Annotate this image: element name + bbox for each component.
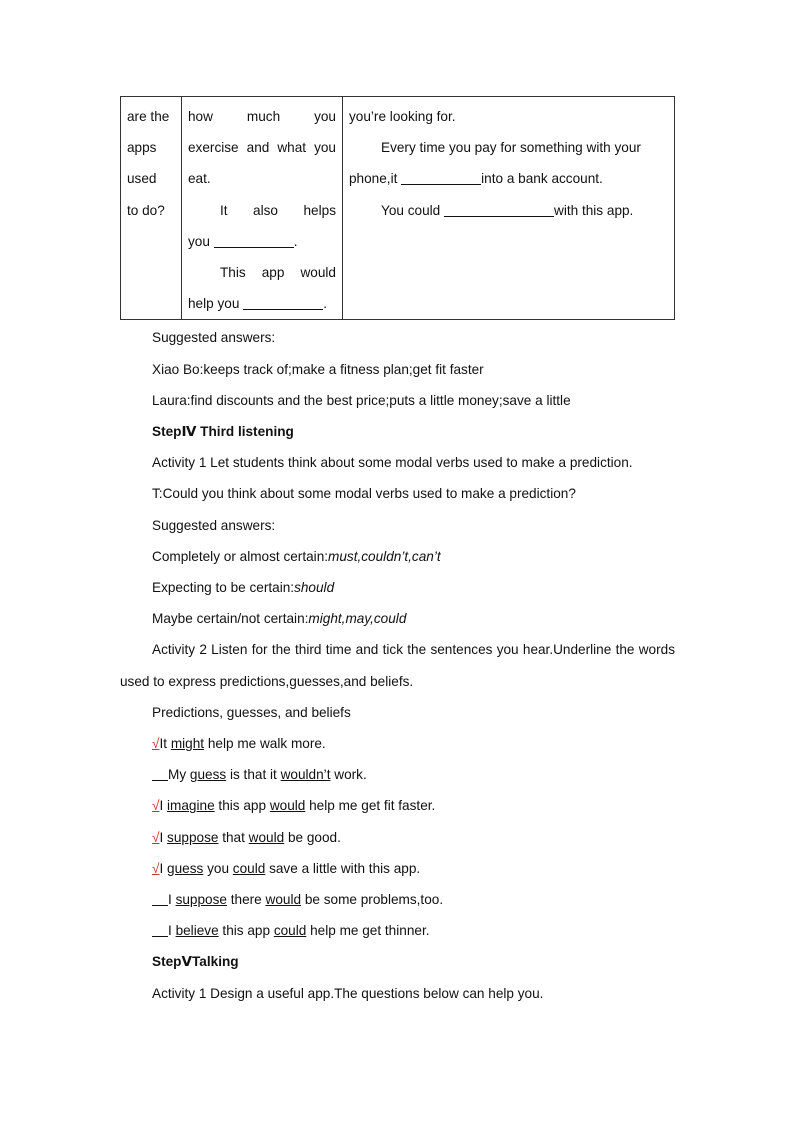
underlined-word: would — [265, 892, 302, 908]
check-mark-icon: √ — [152, 736, 160, 752]
cell-line: used — [127, 171, 157, 187]
sentence-item — [120, 822, 675, 853]
cell-line — [349, 195, 668, 226]
table-cell-laura — [343, 97, 675, 320]
step-prefix: Step — [152, 954, 182, 970]
expect-words: should — [294, 580, 335, 596]
table-cell-xiaobo — [182, 97, 343, 320]
empty-tick-blank — [152, 891, 168, 906]
sentence-text: that — [218, 829, 249, 845]
sentence-text: save a little with this app. — [265, 860, 421, 876]
maybe-line — [120, 603, 675, 634]
answer-blank — [401, 170, 481, 185]
cell-line: are the — [127, 109, 170, 124]
underlined-word: suppose — [175, 892, 227, 908]
table-cell-question — [121, 97, 182, 320]
maybe-words: might,may,could — [308, 611, 407, 627]
sentence-text: there — [226, 892, 266, 908]
cell-line — [349, 163, 668, 194]
document-body — [120, 322, 675, 1008]
underlined-word: could — [232, 860, 266, 876]
sentence-text: I — [159, 798, 168, 814]
underlined-word: guess — [189, 767, 227, 783]
step-numeral: Ⅳ — [181, 424, 197, 440]
underlined-word: believe — [175, 923, 219, 939]
sentence-item — [120, 790, 675, 821]
cell-line: how much you — [188, 109, 336, 124]
document-page — [120, 96, 675, 1009]
activity1-text: Activity 1 Let students think about some modal verbs used to make a prediction. — [152, 455, 633, 471]
step5-heading — [120, 946, 675, 977]
cell-line: eat. — [188, 171, 211, 187]
underlined-word: suppose — [167, 829, 219, 845]
sentence-text: help me walk more. — [204, 736, 326, 752]
teacher-question: T:Could you think about some modal verbs used to make a prediction? — [152, 486, 576, 502]
cell-line: It also helps — [220, 202, 336, 218]
sentence-text: work. — [330, 767, 367, 783]
underlined-word: might — [170, 736, 205, 752]
expect-line — [120, 572, 675, 603]
sentence-text: help me get fit faster. — [305, 798, 436, 814]
expect-label: Expecting to be certain: — [152, 580, 295, 596]
sentence-text: help me get thinner. — [306, 923, 430, 939]
step-numeral: Ⅴ — [181, 954, 192, 970]
suggested-label: Suggested answers: — [152, 517, 276, 533]
sentence-list — [120, 728, 675, 946]
pgb-heading: Predictions, guesses, and beliefs — [152, 704, 351, 720]
cell-text: You could — [381, 202, 441, 218]
cell-text: you — [188, 233, 210, 249]
laura-answer: Laura:find discounts and the best price;puts a little money;save a little — [152, 392, 571, 408]
answer-blank — [214, 233, 294, 248]
sentence-item — [120, 915, 675, 946]
empty-tick-blank — [152, 922, 168, 937]
step-title: Talking — [192, 954, 239, 970]
step-prefix: Step — [152, 424, 182, 440]
check-mark-icon: √ — [152, 829, 160, 845]
certain-words: must,couldn’t,can’t — [328, 548, 441, 564]
underlined-word: would — [248, 829, 285, 845]
cell-text: help you — [188, 296, 240, 312]
cell-line: exercise and what you — [188, 140, 336, 156]
cell-text: into a bank account. — [481, 171, 603, 187]
step4-heading — [120, 416, 675, 447]
sentence-text: I — [159, 860, 168, 876]
sentence-item — [120, 884, 675, 915]
cell-line: you . — [188, 233, 298, 249]
underlined-word: imagine — [167, 798, 215, 814]
sentence-text: be some problems,too. — [301, 892, 444, 908]
sentence-text: I — [159, 829, 168, 845]
underlined-word: wouldn’t — [280, 767, 331, 783]
sentence-item — [120, 728, 675, 759]
activity2-text: Activity 2 Listen for the third time and tick the sentences you hear.Underline the words used to express predictions,guesses,and beliefs. — [120, 642, 675, 689]
cell-line: Every time you pay for something with your — [381, 140, 641, 156]
check-mark-icon: √ — [152, 860, 160, 876]
empty-tick-blank — [152, 766, 168, 781]
suggested-label: Suggested answers: — [152, 330, 276, 346]
sentence-text: I — [168, 923, 176, 939]
cell-line: apps — [127, 140, 157, 156]
sentence-text: be good. — [284, 829, 341, 845]
answer-blank — [444, 202, 554, 217]
xiaobo-answer: Xiao Bo:keeps track of;make a fitness plan;get fit faster — [152, 361, 484, 377]
cell-text: with this app. — [554, 202, 634, 218]
maybe-label: Maybe certain/not certain: — [152, 611, 309, 627]
sentence-text: I — [168, 892, 176, 908]
sentence-text: It — [159, 736, 171, 752]
cell-line: to do? — [127, 202, 165, 218]
sentence-item — [120, 759, 675, 790]
answer-table — [120, 96, 675, 320]
answer-blank — [243, 295, 323, 310]
sentence-text: My — [168, 767, 190, 783]
underlined-word: could — [273, 923, 307, 939]
cell-line: This app would — [220, 265, 336, 281]
sentence-text: you — [203, 860, 233, 876]
underlined-word: would — [269, 798, 306, 814]
cell-text: phone,it — [349, 171, 398, 187]
cell-line: help you . — [188, 296, 327, 312]
sentence-text: is that it — [226, 767, 281, 783]
talking-activity1: Activity 1 Design a useful app.The questions below can help you. — [152, 985, 544, 1001]
cell-line: you’re looking for. — [349, 109, 456, 124]
sentence-item — [120, 853, 675, 884]
certain-label: Completely or almost certain: — [152, 548, 329, 564]
sentence-text: this app — [214, 798, 270, 814]
step-title: Third listening — [196, 424, 294, 440]
certain-line — [120, 541, 675, 572]
underlined-word: guess — [167, 860, 204, 876]
check-mark-icon: √ — [152, 798, 160, 814]
sentence-text: this app — [218, 923, 274, 939]
